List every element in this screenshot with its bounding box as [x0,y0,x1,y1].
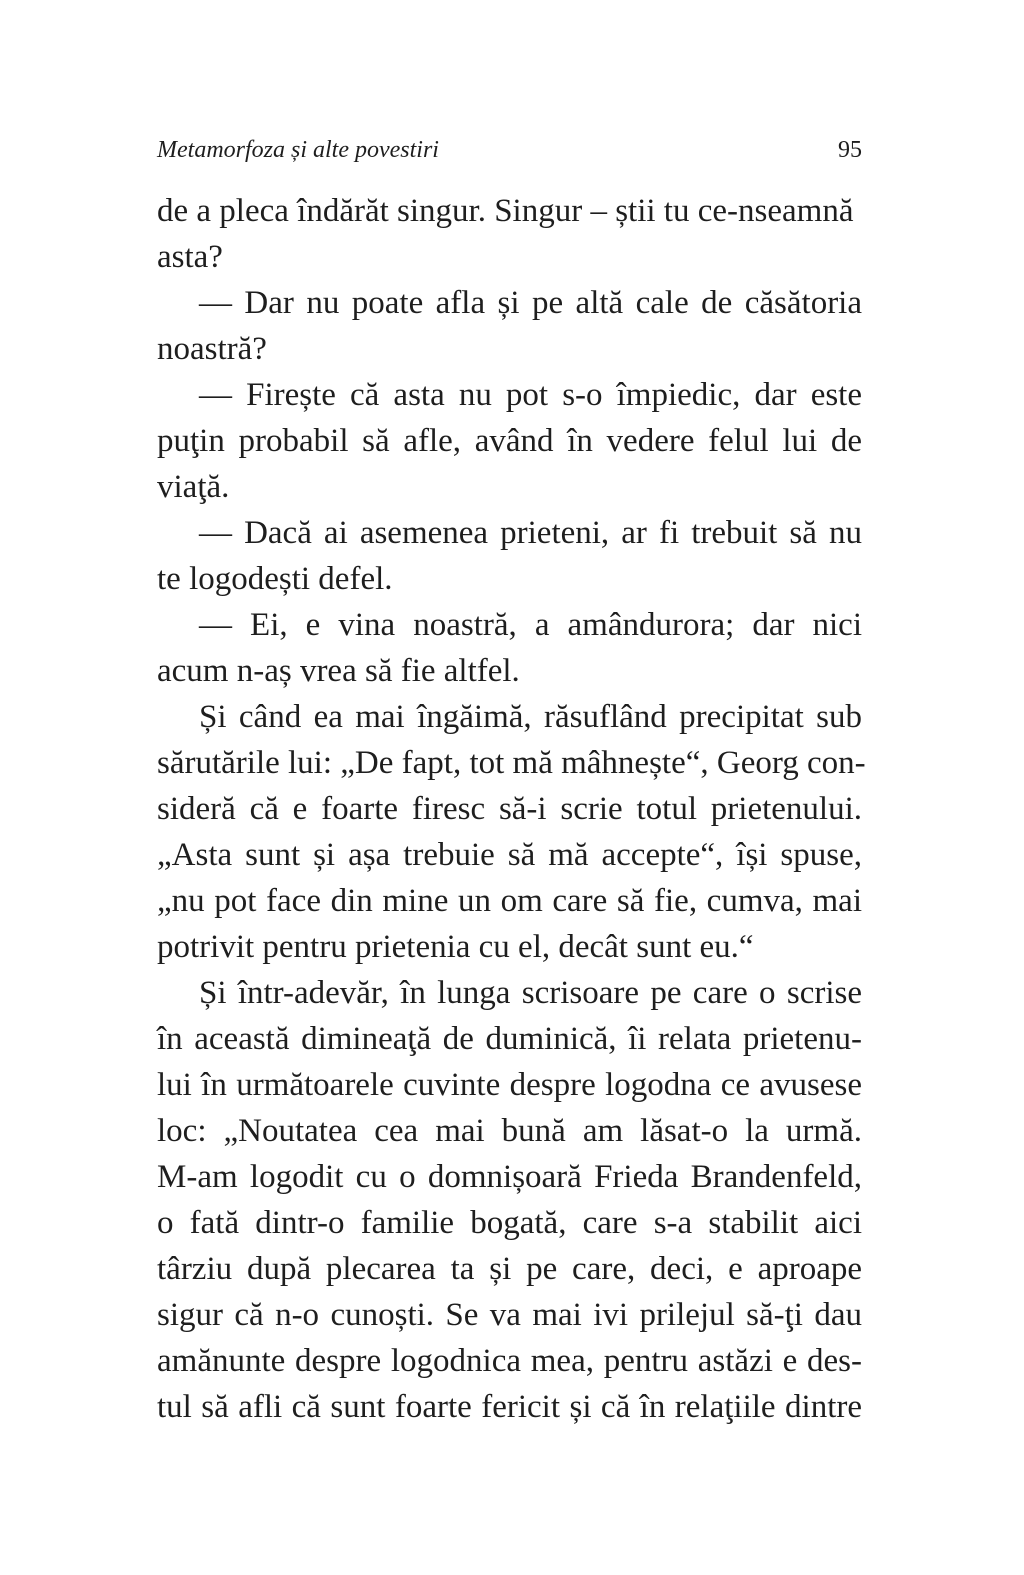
text-line: asta? [157,239,223,275]
text-line: potrivit pentru prietenia cu el, decât sunt eu.“ [157,929,754,965]
text-line: o fată dintr-o familie bogată, care s-a stabilit aici [157,1205,862,1241]
text-line: „nu pot face din mine un om care să fie, cumva, mai [157,883,862,919]
text-line: lui în următoarele cuvinte despre logodna ce avusese [157,1067,862,1103]
text-line: — Ei, e vina noastră, a amândurora; dar nici [199,607,862,643]
text-line: acum n-aș vrea să fie altfel. [157,653,520,689]
text-line: puţin probabil să afle, având în vedere felul lui de [157,423,862,459]
running-title: Metamorfoza și alte povestiri [157,137,439,163]
text-line: „Asta sunt și așa trebuie să mă accepte“, își spuse, [157,837,862,873]
text-line: — Dacă ai asemenea prieteni, ar fi trebuit să nu [199,515,862,551]
text-line: târziu după plecarea ta și pe care, deci, e aproape [157,1251,862,1287]
text-line: amănunte despre logodnica mea, pentru astăzi e des- [157,1343,862,1379]
running-head [157,132,862,168]
text-line: tul să afli că sunt foarte fericit și că în relaţiile dintre [157,1389,862,1425]
text-line: viaţă. [157,469,230,505]
text-line: noastră? [157,331,267,367]
text-line: Și când ea mai îngăimă, răsuflând precipitat sub [199,699,862,735]
page-number: 95 [838,137,862,163]
text-line: sărutările lui: „De fapt, tot mă mâhnește“, Georg con- [157,745,866,781]
text-line: loc: „Noutatea cea mai bună am lăsat-o la urmă. [157,1113,862,1149]
text-line: — Firește că asta nu pot s-o împiedic, dar este [199,377,862,413]
text-line: te logodești defel. [157,561,393,597]
text-line: — Dar nu poate afla și pe altă cale de căsătoria [199,285,862,321]
text-line: de a pleca îndărăt singur. Singur – știi tu ce-nseamnă [157,193,854,229]
text-line: M-am logodit cu o domnișoară Frieda Brandenfeld, [157,1159,862,1195]
text-line: Și într-adevăr, în lunga scrisoare pe care o scrise [199,975,862,1011]
text-line: în această dimineaţă de duminică, îi relata prietenu- [157,1021,862,1057]
text-line: sigur că n-o cunoști. Se va mai ivi prilejul să-ţi dau [157,1297,862,1333]
text-line: sideră că e foarte firesc să-i scrie totul prietenului. [157,791,862,827]
